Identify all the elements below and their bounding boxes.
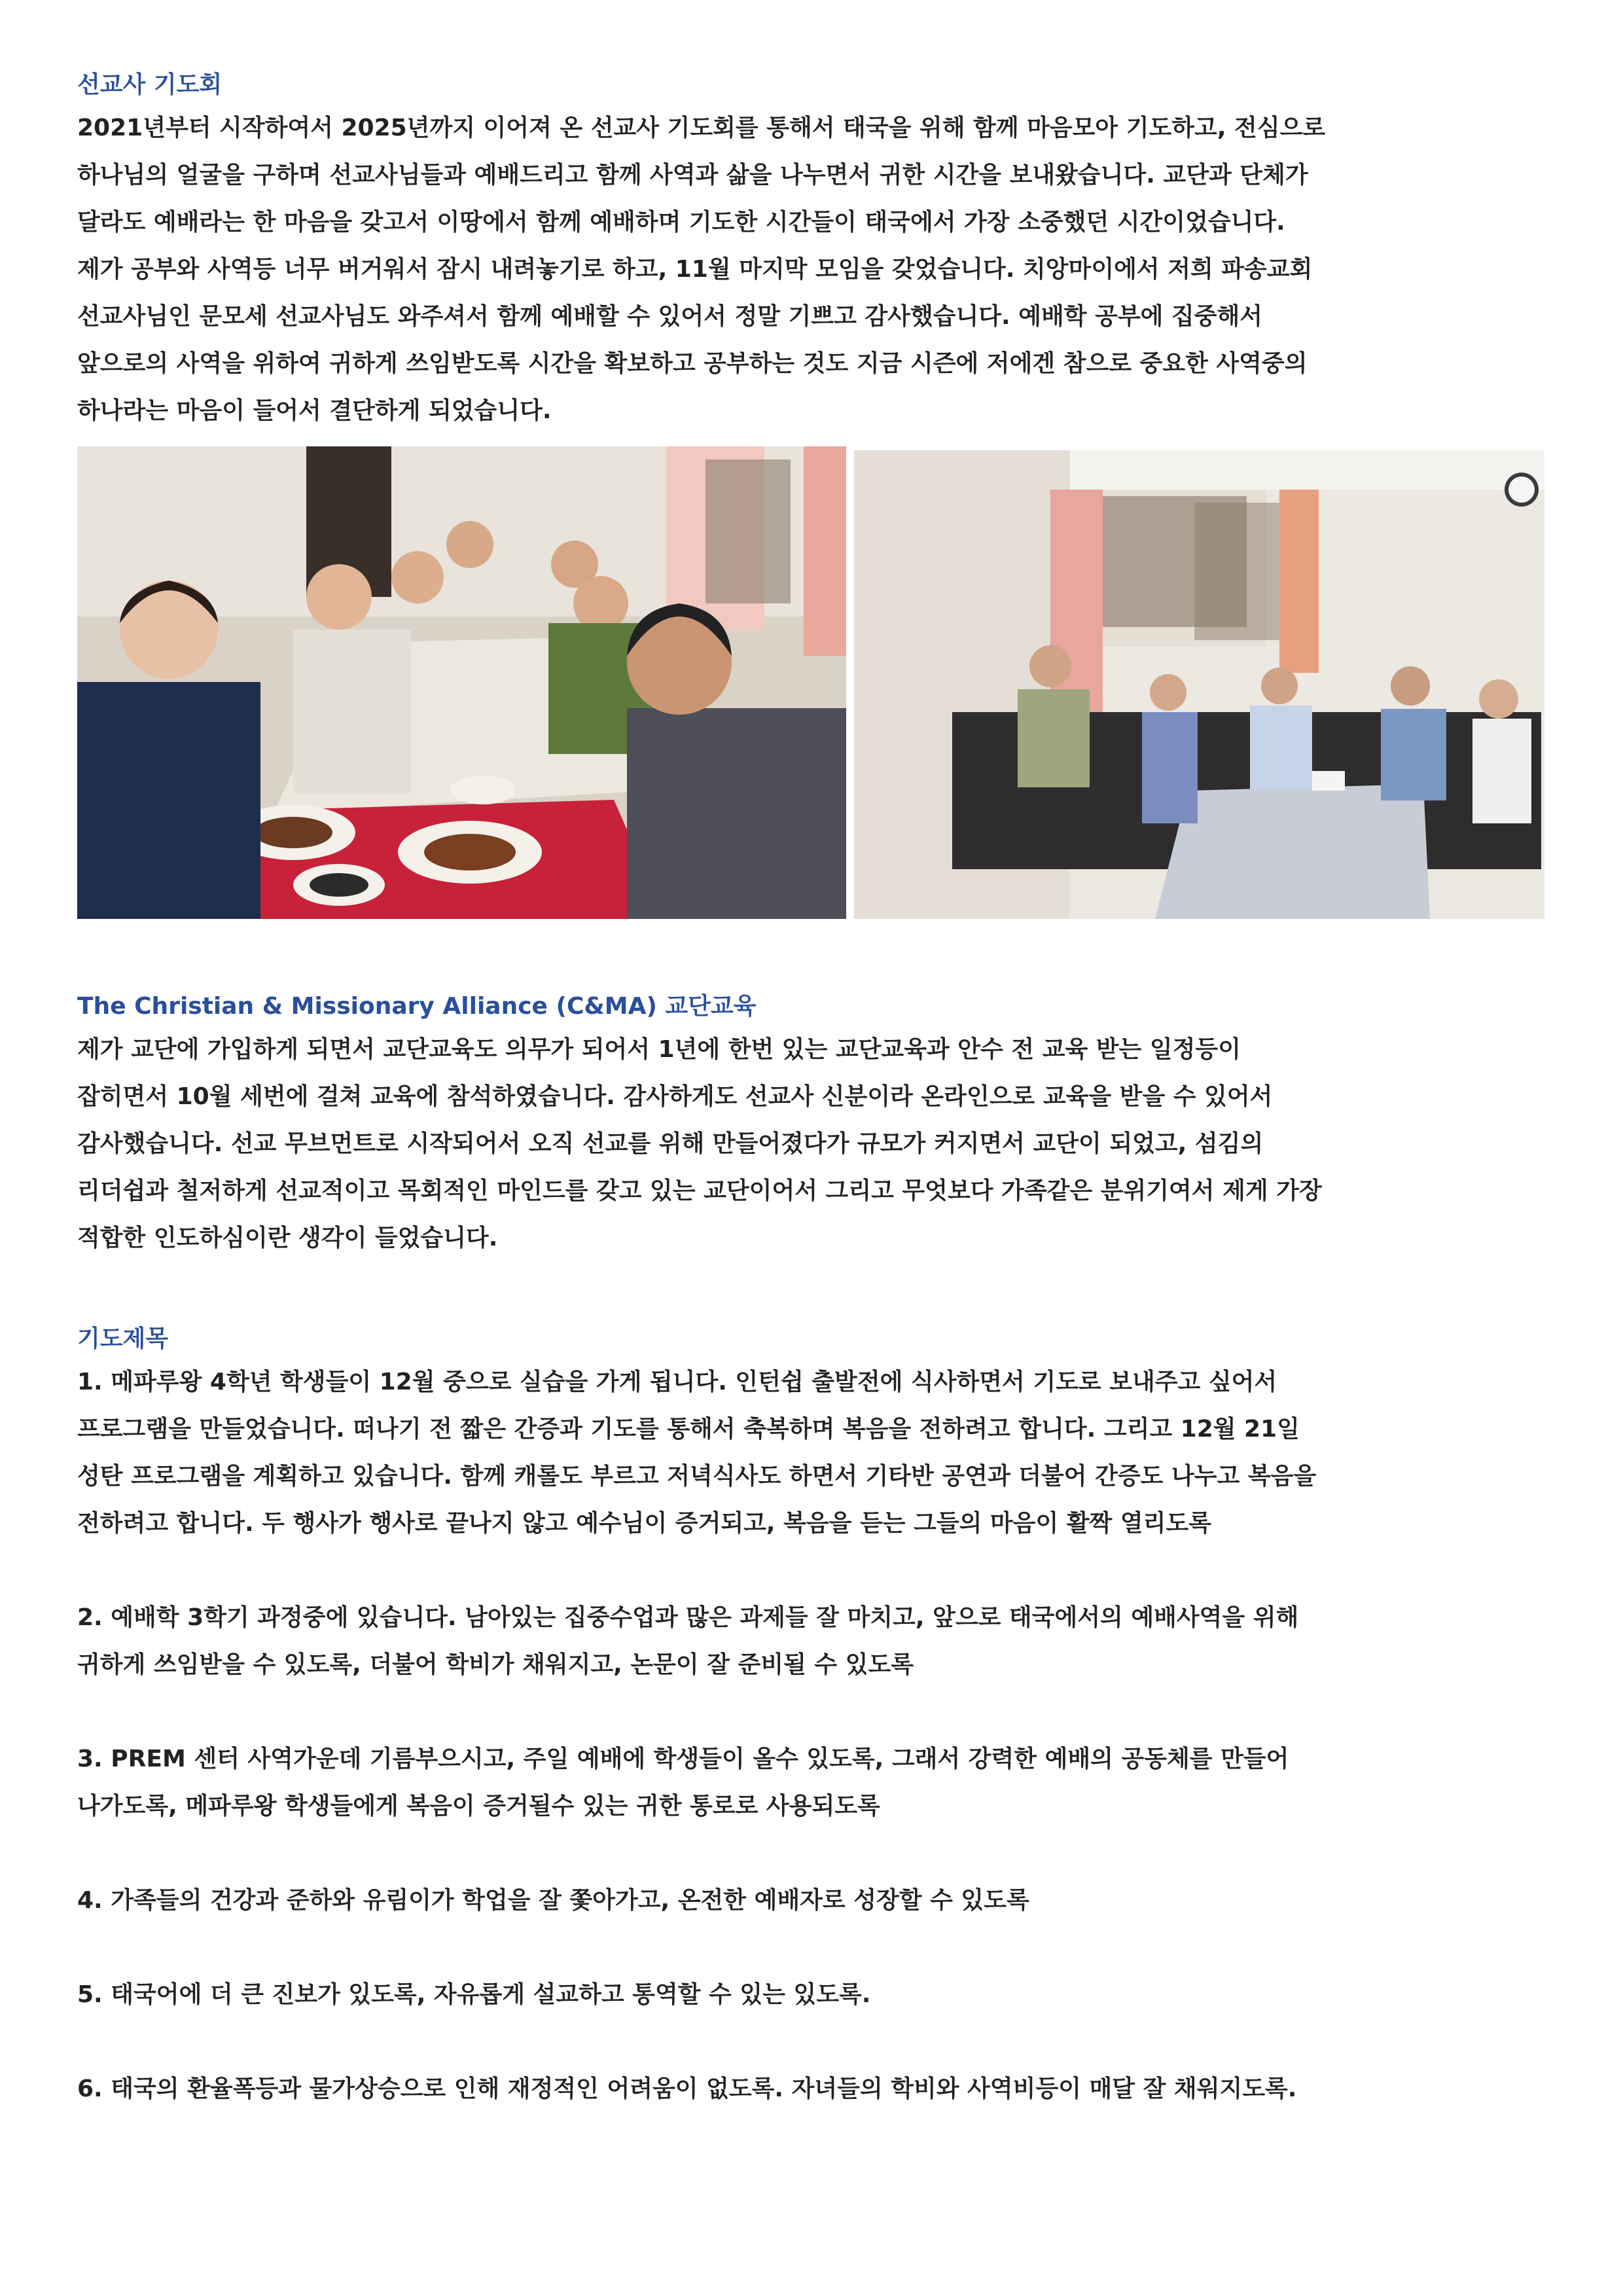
paragraph-line: 1. 메파루왕 4학년 학생들이 12월 중으로 실습을 가게 됩니다. 인턴쉽 출발전에 식사하면서 기도로 보내주고 싶어서: [77, 1369, 1277, 1395]
section-cma-education-body: [77, 1026, 1563, 1262]
prayer-request-2: [77, 1594, 1563, 1689]
paragraph-line: 제가 교단에 가입하게 되면서 교단교육도 의무가 되어서 1년에 한번 있는 교단교육과 안수 전 교육 받는 일정등이: [77, 1036, 1241, 1063]
dinner-photo-illustration: [77, 446, 846, 919]
paragraph-line: 나가도록, 메파루왕 학생들에게 복음이 증거될수 있는 귀한 통로로 사용되도록: [77, 1793, 880, 1820]
prayer-request-1: [77, 1359, 1563, 1547]
photo-dinner-gathering: [77, 446, 846, 919]
paragraph-line: 제가 공부와 사역등 너무 버거워서 잠시 내려놓기로 하고, 11월 마지막 모임을 갖었습니다. 치앙마이에서 저희 파송교회: [77, 256, 1313, 283]
photo-prayer-meeting: [854, 450, 1544, 919]
paragraph-line: 감사했습니다. 선교 무브먼트로 시작되어서 오직 선교를 위해 만들어졌다가 규모가 커지면서 교단이 되었고, 섬김의: [77, 1130, 1264, 1157]
paragraph-line: 2. 예배학 3학기 과정중에 있습니다. 남아있는 집중수업과 많은 과제들 잘 마치고, 앞으로 태국에서의 예배사역을 위해: [77, 1604, 1299, 1631]
paragraph-line: 성탄 프로그램을 계획하고 있습니다. 함께 캐롤도 부르고 저녁식사도 하면서 기타반 공연과 더불어 간증도 나누고 복음을: [77, 1463, 1317, 1490]
section-heading-missionary-prayer: 선교사 기도회: [77, 71, 223, 98]
paragraph-line: 잡히면서 10월 세번에 걸쳐 교육에 참석하였습니다. 감사하게도 선교사 신분이라 온라인으로 교육을 받을 수 있어서: [77, 1083, 1273, 1110]
paragraph-line: 귀하게 쓰임받을 수 있도록, 더불어 학비가 채워지고, 논문이 잘 준비될 수 있도록: [77, 1651, 914, 1678]
section-heading-prayer-requests: 기도제목: [77, 1325, 169, 1352]
paragraph-line: 3. PREM 센터 사역가운데 기름부으시고, 주일 예배에 학생들이 올수 있도록, 그래서 강력한 예배의 공동체를 만들어: [77, 1746, 1289, 1772]
paragraph-line: 앞으로의 사역을 위하여 귀하게 쓰임받도록 시간을 확보하고 공부하는 것도 지금 시즌에 저에겐 참으로 중요한 사역중의: [77, 350, 1308, 377]
prayer-request-5: [77, 1971, 1563, 2018]
prayer-request-4: [77, 1877, 1563, 1924]
paragraph-line: 하나님의 얼굴을 구하며 선교사님들과 예배드리고 함께 사역과 삶을 나누면서 귀한 시간을 보내왔습니다. 교단과 단체가: [77, 162, 1308, 188]
prayer-photo-illustration: [854, 450, 1544, 919]
paragraph-line: 하나라는 마음이 들어서 결단하게 되었습니다.: [77, 397, 552, 424]
paragraph-line: 4. 가족들의 건강과 준하와 유림이가 학업을 잘 쫓아가고, 온전한 예배자로 성장할 수 있도록: [77, 1887, 1029, 1914]
paragraph-line: 6. 태국의 환율폭등과 물가상승으로 인해 재정적인 어려움이 없도록. 자녀들의 학비와 사역비등이 매달 잘 채워지도록.: [77, 2075, 1297, 2102]
paragraph-line: 2021년부터 시작하여서 2025년까지 이어져 온 선교사 기도회를 통해서 태국을 위해 함께 마음모아 기도하고, 전심으로: [77, 115, 1326, 141]
paragraph-line: 선교사님인 문모세 선교사님도 와주셔서 함께 예배할 수 있어서 정말 기쁘고 감사했습니다. 예배학 공부에 집중해서: [77, 303, 1263, 330]
prayer-request-3: [77, 1736, 1563, 1830]
paragraph-line: 전하려고 합니다. 두 행사가 행사로 끝나지 않고 예수님이 증거되고, 복음을 듣는 그들의 마음이 활짝 열리도록: [77, 1510, 1211, 1537]
paragraph-line: 적합한 인도하심이란 생각이 들었습니다.: [77, 1225, 498, 1251]
prayer-request-6: [77, 2066, 1563, 2113]
paragraph-line: 5. 태국어에 더 큰 진보가 있도록, 자유롭게 설교하고 통역할 수 있는 있도록.: [77, 1981, 871, 2008]
paragraph-line: 리더쉽과 철저하게 선교적이고 목회적인 마인드를 갖고 있는 교단이어서 그리고 무엇보다 가족같은 분위기여서 제게 가장: [77, 1177, 1322, 1204]
paragraph-line: 프로그램을 만들었습니다. 떠나기 전 짧은 간증과 기도를 통해서 축복하며 복음을 전하려고 합니다. 그리고 12월 21일: [77, 1416, 1300, 1443]
section-heading-cma-education: The Christian & Missionary Alliance (C&MA) 교단교육: [77, 993, 757, 1020]
section-missionary-prayer-body: [77, 105, 1563, 435]
paragraph-line: 달라도 예배라는 한 마음을 갖고서 이땅에서 함께 예배하며 기도한 시간들이 태국에서 가장 소중했던 시간이었습니다.: [77, 209, 1285, 236]
